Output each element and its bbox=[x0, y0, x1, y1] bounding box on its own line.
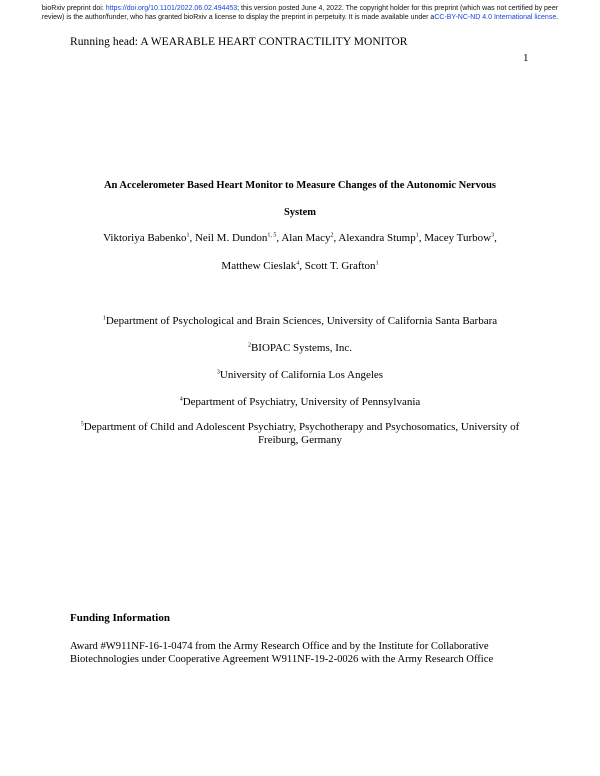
affiliation-text: University of California Los Angeles bbox=[219, 369, 384, 381]
affiliation-sup: 1 bbox=[102, 315, 106, 322]
affiliation-5 bbox=[70, 421, 530, 447]
author-name: Alan Macy bbox=[281, 232, 331, 244]
affiliation-text: BIOPAC Systems, Inc. bbox=[250, 342, 353, 354]
author-affil-sup: 3 bbox=[491, 232, 495, 239]
doi-link[interactable]: https://doi.org/10.1101/2022.06.02.494453 bbox=[105, 5, 238, 12]
author-list-line-1: Viktoriya Babenko$^1$, Neil M. Dundon$^{1, 5}$, Alan Macy$^2$, Alexandra Stump$^1$, Macey Turbow$^3$, bbox=[103, 232, 497, 244]
author-name: Matthew Cieslak bbox=[221, 260, 297, 272]
paper-title-line-1: An Accelerometer Based Heart Monitor to Measure Changes of the Autonomic Nervous bbox=[103, 180, 497, 191]
author-name: Alexandra Stump bbox=[338, 232, 416, 244]
affiliation-sup: 3 bbox=[216, 369, 220, 376]
affiliation-sup: 4 bbox=[179, 396, 183, 403]
affiliation-sup: 2 bbox=[247, 342, 251, 349]
funding-heading: Funding Information bbox=[70, 612, 170, 624]
author-affil-sup: 1 bbox=[186, 232, 190, 239]
author-affil-sup: 1 bbox=[375, 260, 379, 267]
preprint-banner bbox=[40, 5, 560, 22]
banner-middle: ; this version posted June 4, 2022. The copyright holder for this preprint (which was not certified by peer review) is the author/funder, who has granted bioRxiv a license to display the preprint in perpetuity. It is made available under a bbox=[41, 5, 559, 21]
affiliation-text: Department of Child and Adolescent Psychiatry, Psychotherapy and Psychosomatics, University of Freiburg, Germany bbox=[83, 421, 520, 446]
page-number: 1 bbox=[523, 52, 529, 64]
author-affil-sup: 1 bbox=[415, 232, 419, 239]
author-list-line-2: Matthew Cieslak$^4$, Scott T. Grafton$^1$ bbox=[221, 260, 379, 272]
affiliation-1 bbox=[50, 315, 550, 327]
author-affil-sup: 2 bbox=[330, 232, 334, 239]
affiliation-text: Department of Psychological and Brain Sciences, University of California Santa Barbara bbox=[105, 315, 498, 327]
author-name: Viktoriya Babenko bbox=[103, 232, 187, 244]
author-affil-sup: 1, 5 bbox=[267, 232, 277, 239]
banner-prefix: bioRxiv preprint doi: bbox=[41, 5, 106, 12]
author-affil-sup: 4 bbox=[296, 260, 300, 267]
license-link[interactable]: CC-BY-NC-ND 4.0 International license bbox=[434, 13, 557, 21]
author-name: Neil M. Dundon bbox=[194, 232, 268, 244]
funding-text: Award #W911NF-16-1-0474 from the Army Research Office and by the Institute for Collaborative Biotechnologies under Cooperative Agreement W911NF-19-2-0026 with the Army Research Office bbox=[70, 641, 494, 665]
paper-title-line-2: System bbox=[283, 207, 317, 218]
affiliation-text: Department of Psychiatry, University of Pennsylvania bbox=[182, 396, 421, 408]
affiliation-3 bbox=[50, 369, 550, 381]
affiliation-4 bbox=[50, 396, 550, 408]
author-name: Scott T. Grafton bbox=[304, 260, 376, 272]
affiliation-sup: 5 bbox=[80, 421, 84, 428]
running-head: Running head: A WEARABLE HEART CONTRACTILITY MONITOR bbox=[70, 36, 408, 48]
affiliation-2 bbox=[50, 342, 550, 354]
banner-suffix: . bbox=[556, 13, 559, 21]
author-name: Macey Turbow bbox=[424, 232, 492, 244]
